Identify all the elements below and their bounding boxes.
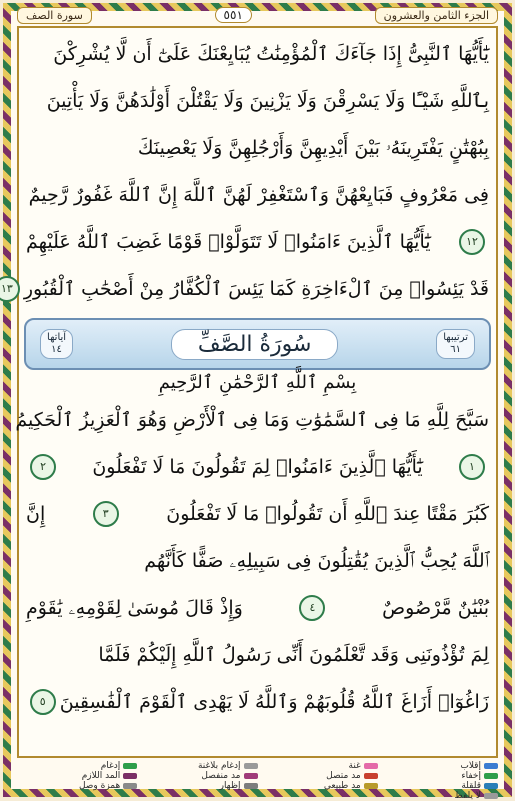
order-label: ترتيبها [443, 332, 468, 343]
bismillah: بِسْمِ ٱللَّهِ ٱلرَّحْمَٰنِ ٱلرَّحِيمِ [158, 372, 357, 393]
legend-label: إدغام بلاغنة [197, 761, 241, 771]
legend-item [258, 761, 378, 771]
verse-line [26, 584, 489, 631]
swatch-icon [484, 773, 498, 779]
ayah-marker-2: ٢ [30, 454, 56, 480]
surah-title: سُورَةُ الصَّفِّ [171, 329, 339, 360]
verse-line: بِبُهْتَٰنٍ يَفْتَرِينَهُۥ بَيْنَ أَيْدِيهِنَّ وَأَرْجُلِهِنَّ وَلَا يَعْصِينَكَ [137, 136, 489, 159]
verse-text: وَإِذْ قَالَ مُوسَىٰ لِقَوْمِهِۦ يَٰقَوْمِ [26, 596, 243, 619]
legend-label: إظهار [219, 781, 241, 791]
legend-item [378, 771, 498, 781]
legend-label: المد اللازم [81, 771, 121, 781]
legend-item [137, 771, 257, 781]
surah-label: سورة الصف [17, 7, 92, 24]
legend-label: مد طبيعي [323, 781, 361, 791]
verse-text: إِنَّ [26, 502, 46, 525]
verse-line: ٱللَّهَ يُحِبُّ ٱلَّذِينَ يُقَٰتِلُونَ فِى سَبِيلِهِۦ صَفًّا كَأَنَّهُم [144, 549, 489, 572]
ayah-count-value: ١٤ [51, 344, 62, 355]
legend-item [17, 771, 137, 781]
verse-text: قَدْ يَئِسُوا۟ مِنَ ٱلْءَاخِرَةِ كَمَا يَئِسَ ٱلْكُفَّارُ مِنْ أَصْحَٰبِ ٱلْقُبُورِ [23, 277, 489, 300]
swatch-icon [244, 783, 258, 789]
tajweed-legend [17, 761, 498, 801]
verse-text: يَٰٓأَيُّهَا ٱلَّذِينَ ءَامَنُوا۟ لَا تَتَوَلَّوْا۟ قَوْمًا غَضِبَ ٱللَّهُ عَلَيْهِمْ [26, 230, 431, 253]
ayah-marker-3: ٣ [93, 501, 119, 527]
swatch-icon [364, 773, 378, 779]
legend-label: مد متصل [326, 771, 361, 781]
legend-item [378, 791, 498, 801]
order-value: ٦١ [450, 344, 461, 355]
legend-label: قلقلة [461, 781, 481, 791]
swatch-icon [123, 783, 137, 789]
verse-text: زَاغُوٓا۟ أَزَاغَ ٱللَّهُ قُلُوبَهُمْ وَٱللَّهُ لَا يَهْدِى ٱلْقَوْمَ ٱلْفَٰسِقِينَ [59, 690, 489, 713]
juz-label: الجزء الثامن والعشرون [375, 7, 498, 24]
swatch-icon [123, 763, 137, 769]
ayah-marker-12: ١٢ [459, 229, 485, 255]
swatch-icon [364, 763, 378, 769]
legend-label: إقلاب [460, 761, 481, 771]
swatch-icon [364, 783, 378, 789]
ayah-count-badge [40, 329, 73, 359]
swatch-icon [484, 783, 498, 789]
legend-label: لا يلفظ [454, 791, 481, 801]
legend-item [258, 771, 378, 781]
verse-line [26, 678, 489, 725]
verses-top [0, 30, 489, 312]
verse-line: يَٰٓأَيُّهَا ٱلنَّبِىُّ إِذَا جَآءَكَ ٱلْمُؤْمِنَٰتُ يُبَايِعْنَكَ عَلَىٰٓ أَن لَّا يُشْرِكْنَ [53, 42, 489, 65]
verse-line [26, 490, 489, 537]
swatch-icon [484, 763, 498, 769]
ayah-marker-13: ١٣ [0, 276, 20, 302]
page-header [17, 5, 498, 25]
legend-item [137, 761, 257, 771]
swatch-icon [484, 793, 498, 799]
legend-item [378, 781, 498, 791]
legend-label: مد منفصل [201, 771, 241, 781]
legend-item [17, 761, 137, 771]
legend-item [137, 781, 257, 791]
ayah-marker-5: ٥ [30, 689, 56, 715]
page-number: ٥٥١ [215, 7, 252, 23]
verse-text: يَٰٓأَيُّهَا ٱلَّذِينَ ءَامَنُوا۟ لِمَ تَقُولُونَ مَا لَا تَفْعَلُونَ [92, 455, 423, 478]
verse-line: بِٱللَّهِ شَيْـًٔا وَلَا يَسْرِقْنَ وَلَا يَزْنِينَ وَلَا يَقْتُلْنَ أَوْلَٰدَهُنَّ وَلَا يَأْتِينَ [46, 89, 489, 112]
swatch-icon [244, 763, 258, 769]
swatch-icon [244, 773, 258, 779]
verse-line [26, 171, 489, 218]
legend-item [378, 761, 498, 771]
legend-label: إخفاء [461, 771, 481, 781]
ayah-marker-1: ١ [459, 454, 485, 480]
verse-line: لِمَ تُؤْذُونَنِى وَقَد تَّعْلَمُونَ أَنِّى رَسُولُ ٱللَّهِ إِلَيْكُمْ فَلَمَّا [98, 643, 489, 666]
order-badge [436, 329, 475, 359]
legend-label: همزة وصل [78, 781, 121, 791]
legend-item [17, 781, 137, 791]
verse-line [26, 218, 489, 265]
ayah-marker-4: ٤ [299, 595, 325, 621]
verse-line [0, 265, 489, 312]
legend-item [258, 781, 378, 791]
verse-text: فِى مَعْرُوفٍ فَبَايِعْهُنَّ وَٱسْتَغْفِرْ لَهُنَّ ٱللَّهَ إِنَّ ٱللَّهَ غَفُورٌ رَّحِيمٌ [28, 183, 489, 206]
legend-label: غنة [348, 761, 361, 771]
verse-line: سَبَّحَ لِلَّهِ مَا فِى ٱلسَّمَٰوَٰتِ وَمَا فِى ٱلْأَرْضِ وَهُوَ ٱلْعَزِيزُ ٱلْحَكِيمُ [15, 408, 489, 431]
ayah-count-label: آياتها [47, 332, 67, 343]
verse-text: بُنْيَٰنٌ مَّرْصُوصٌ [382, 596, 489, 619]
swatch-icon [123, 773, 137, 779]
verse-line [26, 443, 489, 490]
verses-bottom [15, 396, 489, 725]
verse-text: كَبُرَ مَقْتًا عِندَ ٱللَّهِ أَن تَقُولُوا۟ مَا لَا تَفْعَلُونَ [166, 502, 489, 525]
surah-banner [24, 318, 491, 370]
legend-label: إدغام [100, 761, 121, 771]
